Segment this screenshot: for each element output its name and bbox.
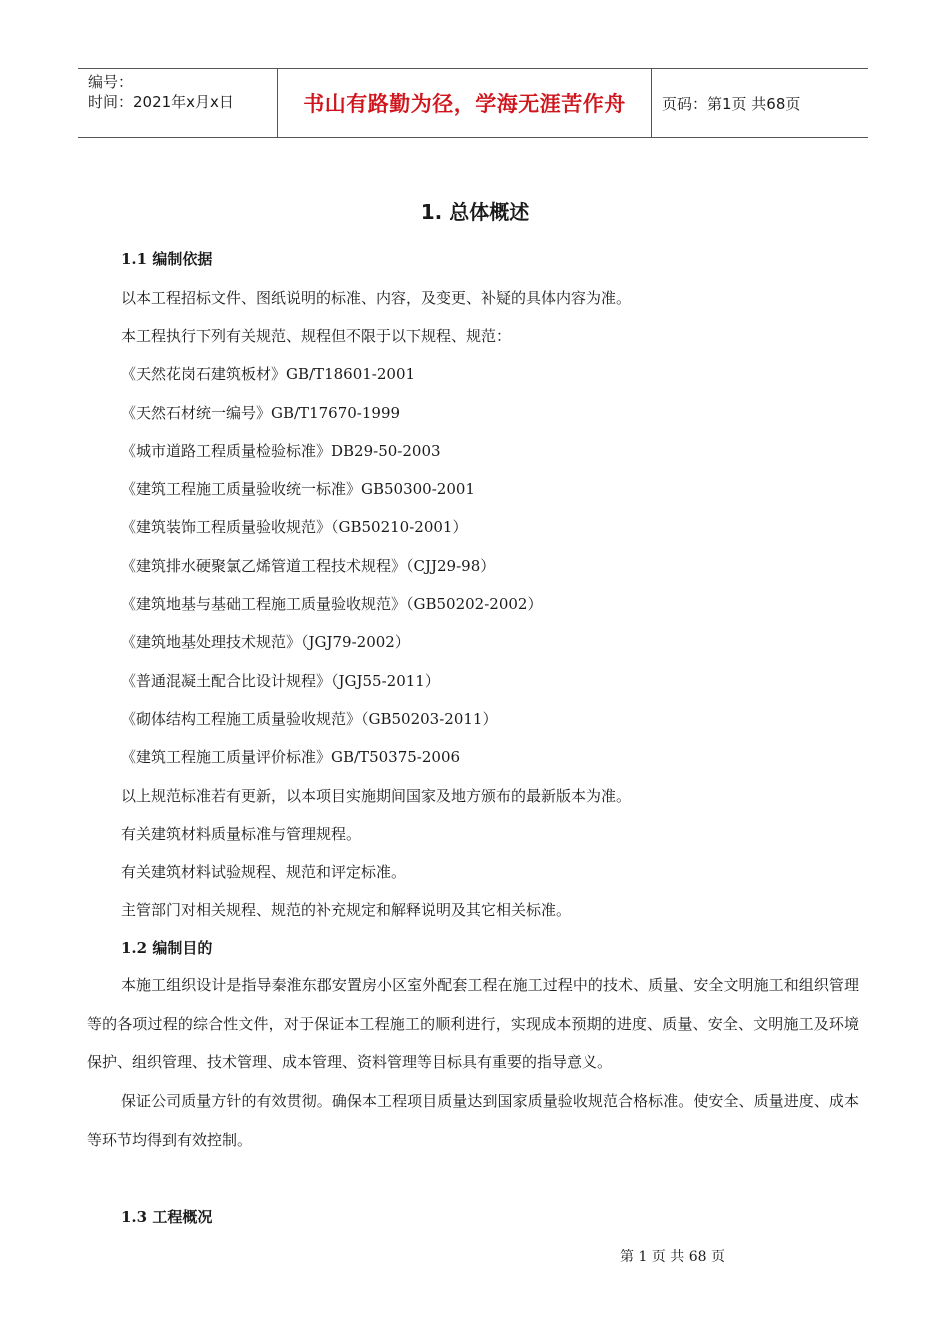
page-footer: 第 1 页 共 68 页 (620, 1249, 725, 1265)
paragraph: 本施工组织设计是指导秦淮东郡安置房小区室外配套工程在施工过程中的技术、质量、安全文明施工和组织管理等的各项过程的综合性文件，对于保证本工程施工的顺利进行，实现成本预期的进度、质量、安全、文明施工及环境保护、组织管理、技术管理、成本管理、资料管理等目标具有重要的指导意义。 (87, 976, 859, 1071)
text-line: 本工程执行下列有关规范、规程但不限于以下规程、规范： (121, 327, 512, 345)
paragraph: 保证公司质量方针的有效贯彻。确保本工程项目质量达到国家质量验收规范合格标准。使安全、质量进度、成本等环节均得到有效控制。 (87, 1092, 859, 1149)
standard-item: 《天然花岗石建筑板材》GB/T18601-2001 (121, 365, 416, 383)
header-page-info: 页码：第1页 共68页 (662, 94, 801, 113)
text-line: 主管部门对相关规程、规范的补充规定和解释说明及其它相关标准。 (121, 901, 572, 919)
header-motto: 书山有路勤为径，学海无涯苦作舟 (278, 69, 652, 137)
standard-item: 《建筑地基处理技术规范》（JGJ79-2002） (121, 633, 410, 651)
standard-item: 《建筑地基与基础工程施工质量验收规范》（GB50202-2002） (121, 595, 543, 613)
standard-item: 《建筑排水硬聚氯乙烯管道工程技术规程》（CJJ29-98） (121, 557, 496, 575)
page-header (78, 68, 868, 138)
standard-item: 《普通混凝土配合比设计规程》（JGJ55-2011） (121, 672, 440, 690)
section-heading: 1.1 编制依据 (121, 250, 213, 268)
standard-item: 《天然石材统一编号》GB/T17670-1999 (121, 404, 401, 422)
standard-item: 《城市道路工程质量检验标准》DB29-50-2003 (121, 442, 441, 460)
number-label: 编号： (88, 73, 134, 91)
text-line: 有关建筑材料试验规程、规范和评定标准。 (121, 863, 407, 881)
standard-item: 《建筑工程施工质量验收统一标准》GB50300-2001 (121, 480, 475, 498)
text-line: 以本工程招标文件、图纸说明的标准、内容，及变更、补疑的具体内容为准。 (121, 289, 632, 307)
section-heading: 1.2 编制目的 (121, 939, 213, 957)
standard-item: 《建筑工程施工质量评价标准》GB/T50375-2006 (121, 748, 461, 766)
header-meta (78, 69, 278, 137)
section-heading: 1.3 工程概况 (121, 1208, 213, 1226)
text-line: 有关建筑材料质量标准与管理规程。 (121, 825, 362, 843)
text-line: 以上规范标准若有更新，以本项目实施期间国家及地方颁布的最新版本为准。 (121, 787, 632, 805)
page-title: 1. 总体概述 (420, 200, 530, 224)
standard-item: 《砌体结构工程施工质量验收规范》（GB50203-2011） (121, 710, 498, 728)
time-label: 时间：2021年x月x日 (88, 93, 234, 111)
standard-item: 《建筑装饰工程质量验收规范》（GB50210-2001） (121, 518, 468, 536)
